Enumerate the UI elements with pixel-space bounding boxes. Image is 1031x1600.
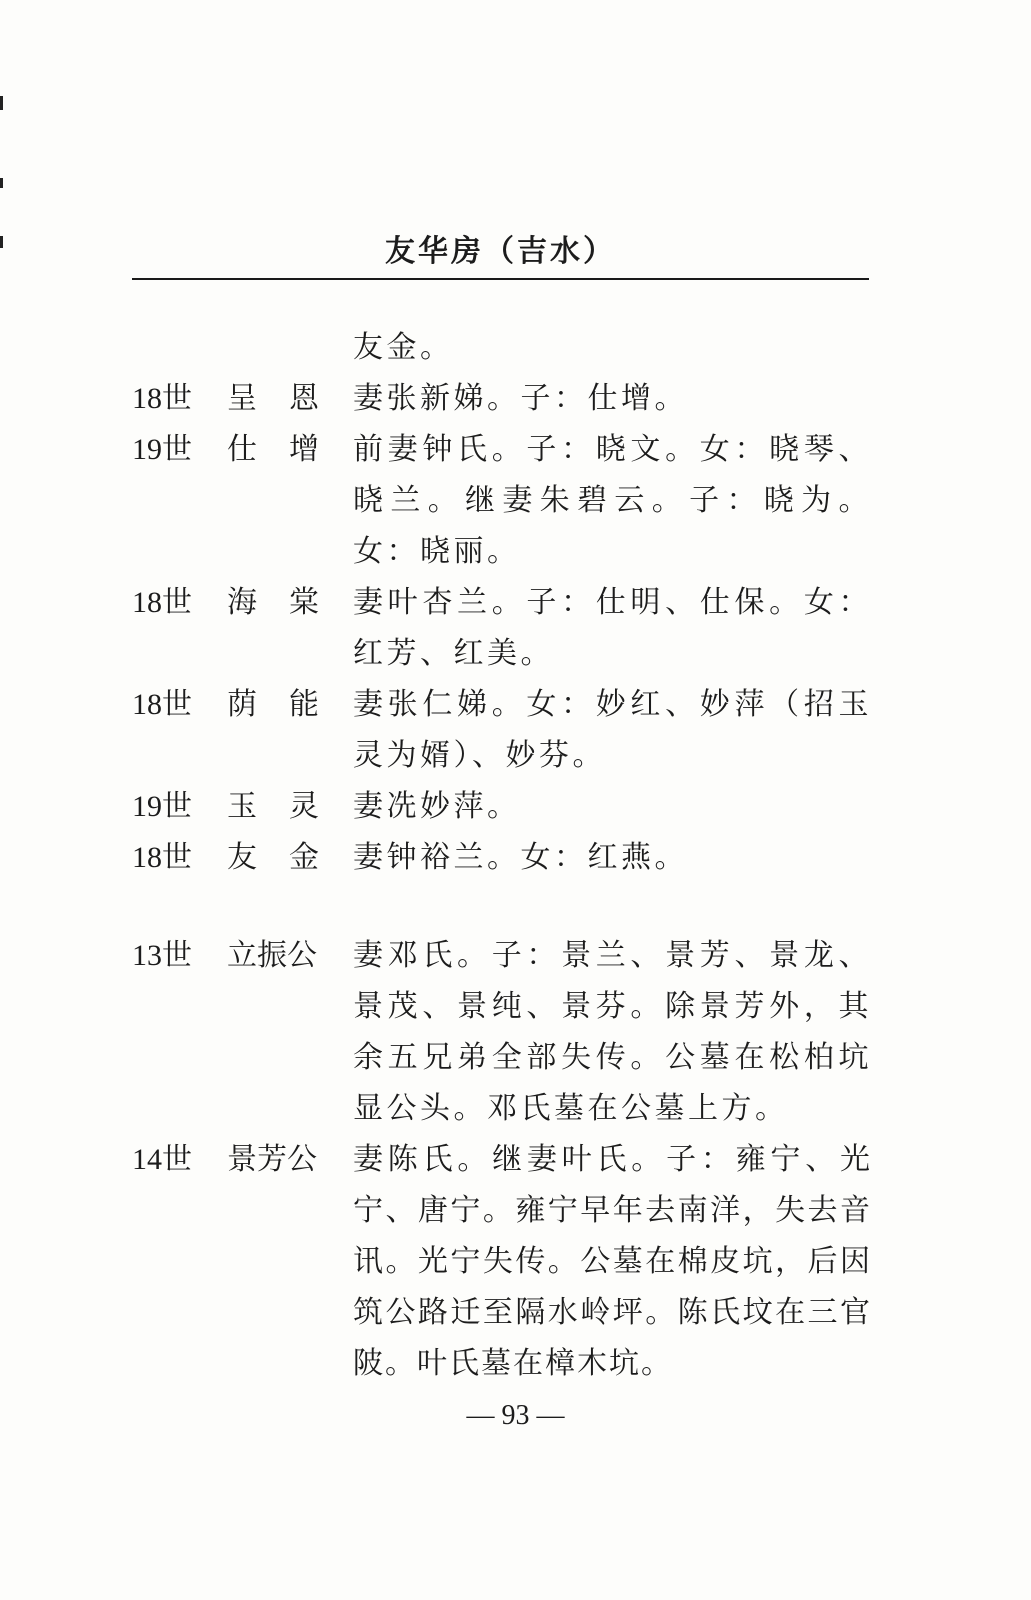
continuation-text: 友金。 xyxy=(353,330,454,365)
genealogy-entry xyxy=(132,832,872,883)
person-name: 海棠 xyxy=(227,585,351,620)
person-name: 荫能 xyxy=(227,687,351,722)
running-header xyxy=(132,218,869,280)
person-name: 呈恩 xyxy=(227,381,351,416)
generation-label: 18世 xyxy=(132,841,192,874)
genealogy-entry xyxy=(132,373,872,424)
generation-label: 19世 xyxy=(132,433,192,466)
generation-label: 18世 xyxy=(132,688,192,721)
header-title: 友华房（吉水） xyxy=(385,234,616,269)
entry-description: 妻张新娣。子：仕增。 xyxy=(353,381,688,416)
generation-label: 19世 xyxy=(132,790,192,823)
scan-edge-mark xyxy=(0,96,3,110)
genealogy-entry xyxy=(132,930,872,1134)
genealogy-entry xyxy=(132,424,872,577)
person-name: 景芳公 xyxy=(227,1142,317,1177)
generation-label: 13世 xyxy=(132,939,192,972)
page-number: — 93 — xyxy=(466,1400,565,1431)
generation-label: 18世 xyxy=(132,382,192,415)
entry-description: 妻陈氏。继妻叶氏。子：雍宁、光宁、唐宁。雍宁早年去南洋，失去音讯。光宁失传。公墓在棉皮坑，后因筑公路迁至隔水岭坪。陈氏坟在三官陂。叶氏墓在樟木坑。 xyxy=(353,1142,872,1381)
scan-edge-mark xyxy=(0,178,3,188)
person-name: 仕增 xyxy=(227,432,351,467)
entry-description: 妻冼妙萍。 xyxy=(353,789,521,824)
genealogy-entry xyxy=(132,1134,872,1389)
continuation-line xyxy=(132,322,872,373)
genealogy-entry xyxy=(132,577,872,679)
person-name: 友金 xyxy=(227,840,351,875)
entry-description: 妻邓氏。子：景兰、景芳、景龙、景茂、景纯、景芬。除景芳外，其余五兄弟全部失传。公墓在松柏坑显公头。邓氏墓在公墓上方。 xyxy=(353,938,872,1126)
genealogy-entry xyxy=(132,781,872,832)
person-name: 立振公 xyxy=(227,938,317,973)
genealogy-entries xyxy=(132,322,872,1389)
entry-description: 妻张仁娣。女：妙红、妙萍（招玉灵为婿）、妙芬。 xyxy=(353,687,872,773)
scan-edge-mark xyxy=(0,236,3,248)
entry-description: 妻叶杏兰。子：仕明、仕保。女：红芳、红美。 xyxy=(353,585,872,671)
generation-label: 18世 xyxy=(132,586,192,619)
genealogy-entry xyxy=(132,679,872,781)
entry-description: 妻钟裕兰。女：红燕。 xyxy=(353,840,688,875)
generation-label: 14世 xyxy=(132,1143,192,1176)
person-name: 玉灵 xyxy=(227,789,351,824)
entry-description: 前妻钟氏。子：晓文。女：晓琴、晓兰。继妻朱碧云。子：晓为。女：晓丽。 xyxy=(353,432,872,569)
